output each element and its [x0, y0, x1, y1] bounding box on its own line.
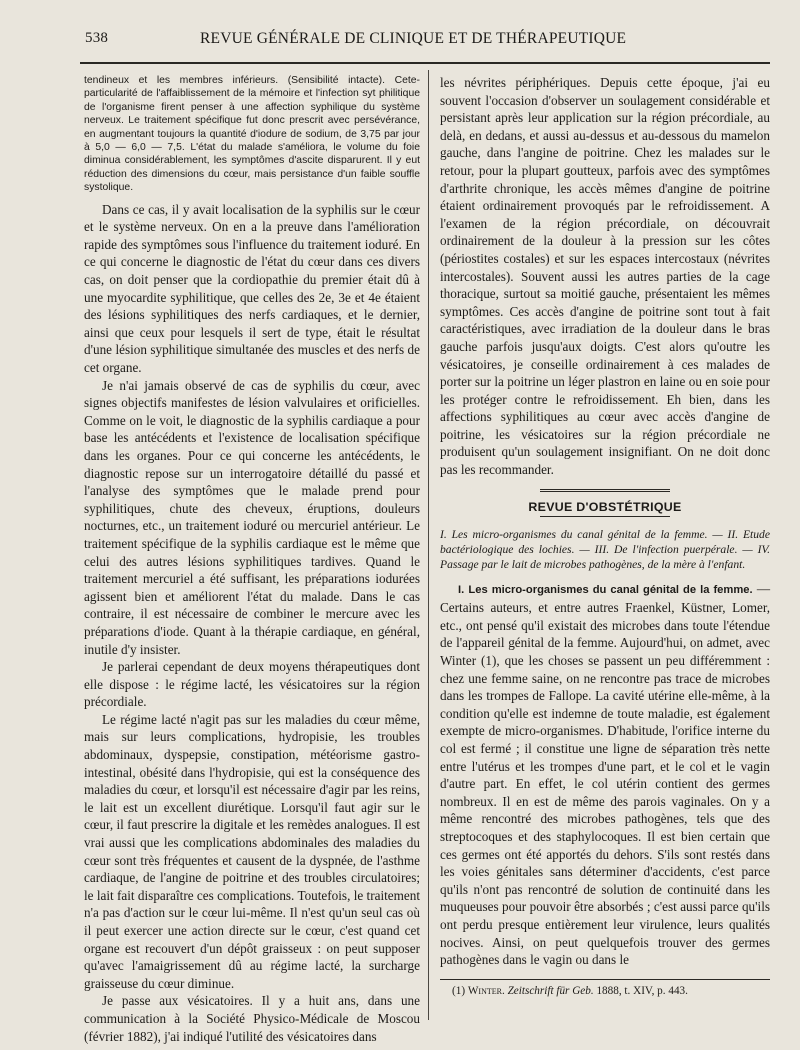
page-number: 538 [85, 30, 109, 46]
subsection-paragraph [440, 580, 770, 969]
paragraph: Dans ce cas, il y avait localisation de la syphilis sur le cœur et le système nerveux. On en a la preuve dans l'amélioration rapide des symptômes sous l'influence du traitement ioduré. En ce qui concerne le diagnostic de l'état du cœur dans ces divers cas, on doit penser que la cordiopathie du premier était dû à une myocardite syphilitique, que celles des 2e, 3e et 4e étaient des lésions syphilitiques des nerfs cardiaques, et le dernier, ainsi que ceux pour lesquels il sert de type, était le résultat d'une lésion syphilitique simultanée des muscles et des nerfs de cet organe. [84, 201, 420, 375]
right-column [440, 74, 770, 998]
section-title-underline [540, 516, 670, 517]
footnote-rule [440, 979, 770, 980]
paragraph: Le régime lacté n'agit pas sur les maladies du cœur même, mais sur leurs complications, hydropisie, les troubles abdominaux, dyspepsie, constipation, météorisme gastro-intestinal, obésité dans l'hydropisie, qui est la conséquence des maladies du cœur, et lorsqu'il est nécessaire d'agir par les reins, le lait est un excellent diurétique. Lorsqu'il faut agir sur le cœur, il faut prescrire la digitale et les remèdes analogues. Il est vrai aussi que les complications abdominales des maladies du cœur sont très fréquentes et causent de la dyspnée, de l'asthme cardiaque, de l'angine de poitrine et des troubles circulatoires; le lait fait disparaître ces complications. Toutefois, le traitement n'a pas d'action sur le cœur lui-même. Il n'est qu'un seul cas où il peut exercer une action directe sur le cœur, c'est quand cet organe est recouvert d'un dépôt graisseux : on peut supposer qu'avec l'amaigrissement dû au régime lacté, la surcharge graisseuse du cœur diminue. [84, 711, 420, 991]
paragraph: Je parlerai cependant de deux moyens thérapeutiques dont elle dispose : le régime lacté, les vésicatoires sur la région précordiale. [84, 659, 420, 710]
header-rule [80, 62, 770, 64]
case-note: tendineux et les membres inférieurs. (Sensibilité intacte). Cete-particularité de l'affaiblissement de la mémoire et l'infection syt philitique de l'organisme firent penser à une affection syphilique du système nerveux. Le traitement spécifique fut donc prescrit avec persévérance, en augmentant toujours la quantité d'iodure de sodium, de 3,75 par jour à 5,0 — 6,0 — 7,5. L'état du malade s'améliora, le volume du foie diminua considérablement, les symptômes d'ascite disparurent. Il y eut réduction des dimensions du cœur, mais persistance d'un faible souffle systolique. [84, 75, 420, 194]
paragraph: Je passe aux vésicatoires. Il y a huit ans, dans une communication à la Société Physico-Médicale de Moscou (février 1882), j'ai indiqué l'utilité des vésicatoires dans [84, 993, 420, 1044]
column-divider [428, 70, 429, 1020]
page-header [80, 30, 770, 54]
footnote-journal: Zeitschrift für Geb. [507, 984, 594, 997]
subsection-title: Les micro-organismes du canal génital de la femme. [468, 583, 753, 596]
footnote [440, 984, 770, 998]
subsection-text: — Certains auteurs, et entre autres Fraenkel, Küstner, Lomer, etc., ont pensé qu'il existait des microbes dans toute l'étendue de l'appareil génital de la femme. Aujourd'hui, on admet, avec Winter (1), que les choses se passent un peu différemment : chez une femme saine, on ne rencontre pas trace de microbes dans les trompes de Fallope. La cavité utérine elle-même, à la condition qu'elle est indemne de toute maladie, est également exempte de micro-organismes. D'habitude, l'orifice interne du col est fermé ; il constitue une ligne de séparation très nette entre l'utérus et les trompes d'une part, et le col et le vagin d'autre part. En effet, le col utérin contient des germes nombreux. Il en est de même des parois vaginales. On y a même rencontré des microbes pathogènes, tels que des streptocoques et des staphylocoques. Il est bien certain que ces germes ont été apportés du dehors. S'ils sont restés dans les voies génitales sans déterminer d'accidents, c'est parce qu'ils n'ont pas rencontré de solution de continuité dans les muqueuses pour pouvoir être absorbés ; c'est aussi parce qu'ils ont perdu presque entièrement leur virulence, leurs qualités nocives. Ainsi, on peut quelquefois trouver des germes pathogènes dans le vagin ou dans le [440, 580, 771, 968]
section-title: REVUE D'OBSTÉTRIQUE [528, 499, 682, 514]
running-head: REVUE GÉNÉRALE DE CLINIQUE ET DE THÉRAPEUTIQUE [200, 30, 627, 47]
footnote-ref: (1) [452, 984, 466, 997]
paragraph-continuation: les névrites périphériques. Depuis cette époque, j'ai eu souvent l'occasion d'observer un soulagement considérable et persistant après leur application sur la région précordiale, au delà, en dedans, et aussi au-dessus et au-dessous du mamelon gauche, dans l'angine de poitrine. Chez les malades sur le retour, pour la plupart goutteux, parfois avec des symptômes d'arthrite chronique, les accès mêmes d'angine de poitrine étaient ordinairement provoqués par le refroidissement. A l'examen de la région précordiale, on découvrait ordinairement de la douleur à la pression sur les côtes (périostites costales) et sur les espaces intercostaux (névrites intercostales). Souvent aussi les autres parties de la cage thoracique, surtout sa moitié gauche, présentaient les mêmes symptômes. Ces accès d'angine de poitrine sont tout à fait caractéristiques, avec irradiation de la douleur dans le bras gauche parfois jusqu'aux doigts. C'est alors qu'outre les vésicatoires, je conseille ordinairement à ces malades de porter sur la poitrine un léger plastron en laine ou en soie pour les protéger contre le refroidissement. Eh bien, dans les affections syphilitiques au cœur avec accès d'angine de poitrine, les vésicatoires sur la région précordiale ne produisent qu'un soulagement insignifiant. On ne doit donc pas les recommander. [440, 75, 770, 478]
section-separator [540, 489, 670, 492]
left-column [84, 74, 420, 1045]
section-summary: I. Les micro-organismes du canal génital de la femme. — II. Etude bactériologique des lochies. — III. De l'infection puerpérale. — IV. Passage par le lait de microbes pathogènes, de la mère à l'enfant. [440, 527, 770, 571]
footnote-reference: 1888, t. XIV, p. 443. [596, 984, 688, 997]
footnote-author: Winter. [467, 984, 505, 997]
paragraph: Je n'ai jamais observé de cas de syphilis du cœur, avec signes objectifs manifestes de lésion valvulaires et orificielles. Comme on le voit, le diagnostic de la syphilis cardiaque a pour base les antécédents et l'existence de localisation spécifique dans les organes. Pour ce qui concerne les antécédents, le diagnostic repose sur un interrogatoire détaillé du passé et l'analyse des symptômes que le malade prend pour syphilitiques, chute des cheveux, éruptions, douleurs nocturnes, etc., un traitement ioduré ou mercuriel antérieur. Le traitement spécifique de la syphilis cardiaque est le même que celui des autres lésions syphilitiques tardives. Quand le traitement mercuriel a été suffisant, les préparations iodurées agissent bien et améliorent l'état du malade. Dans le cas contraire, il est nécessaire de combiner le mercure avec les préparations d'iode. Quant à la thérapie cardiaque, en général, inutile d'y insister. [84, 377, 420, 657]
subsection-number: I. [458, 583, 465, 596]
